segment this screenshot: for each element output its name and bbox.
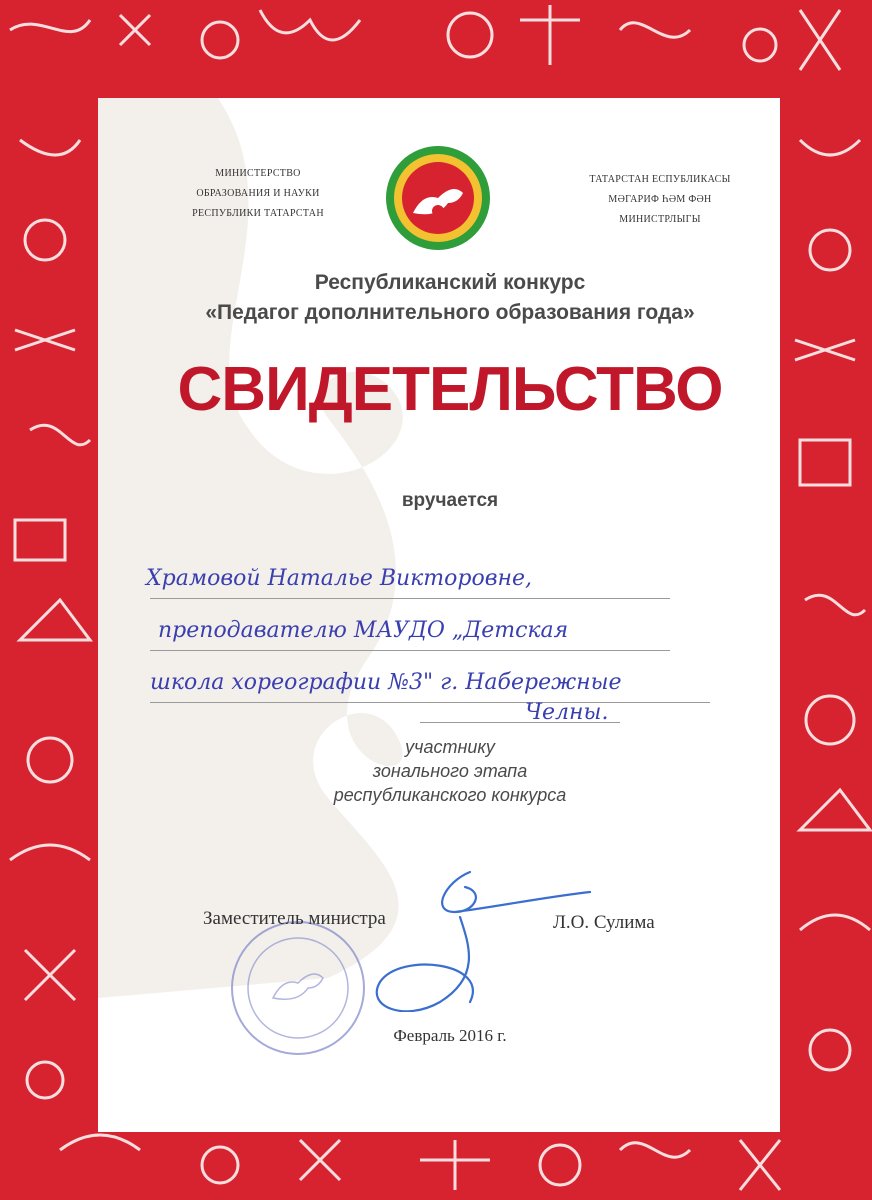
handwritten-signature <box>360 862 600 1012</box>
participant-line: участнику <box>405 737 495 757</box>
contest-title <box>110 268 790 328</box>
signatory-name: Л.О. Сулима <box>553 912 655 933</box>
ministry-line: ОБРАЗОВАНИЯ И НАУКИ <box>196 188 320 199</box>
recipient-city: Челны. <box>525 700 609 725</box>
awarded-label: вручается <box>401 490 499 511</box>
participant-line: республиканского конкурса <box>333 785 567 805</box>
ministry-name-tatar <box>555 170 765 230</box>
contest-line: «Педагог дополнительного образования года» <box>205 301 695 324</box>
underline <box>150 598 670 599</box>
ministry-line: МИНИСТЕРСТВО <box>215 168 301 179</box>
recipient-position: преподавателю МАУДО „Детская <box>158 618 569 643</box>
participant-description <box>260 735 640 807</box>
tatarstan-emblem <box>383 143 493 253</box>
contest-line: Республиканский конкурс <box>314 271 586 294</box>
signatory-position: Заместитель министра <box>203 908 386 929</box>
participant-line: зонального этапа <box>372 761 528 781</box>
underline <box>150 650 670 651</box>
recipient-name: Храмовой Наталье Викторовне, <box>146 566 533 591</box>
ministry-line: РЕСПУБЛИКИ ТАТАРСТАН <box>192 208 324 219</box>
underline <box>150 702 710 703</box>
ministry-line: МИНИСТРЛЫГЫ <box>619 214 701 225</box>
recipient-school: школа хореографии №3" г. Набережные <box>150 670 622 695</box>
issue-date: Февраль 2016 г. <box>393 1026 507 1045</box>
certificate-title: СВИДЕТЕЛЬСТВО <box>177 355 723 424</box>
ministry-line: ТАТАРСТАН ЕСПУБЛИКАСЫ <box>589 174 731 185</box>
ministry-name-russian <box>158 164 358 224</box>
ministry-line: МӘГАРИФ ҺӘМ ФӘН <box>608 194 712 205</box>
